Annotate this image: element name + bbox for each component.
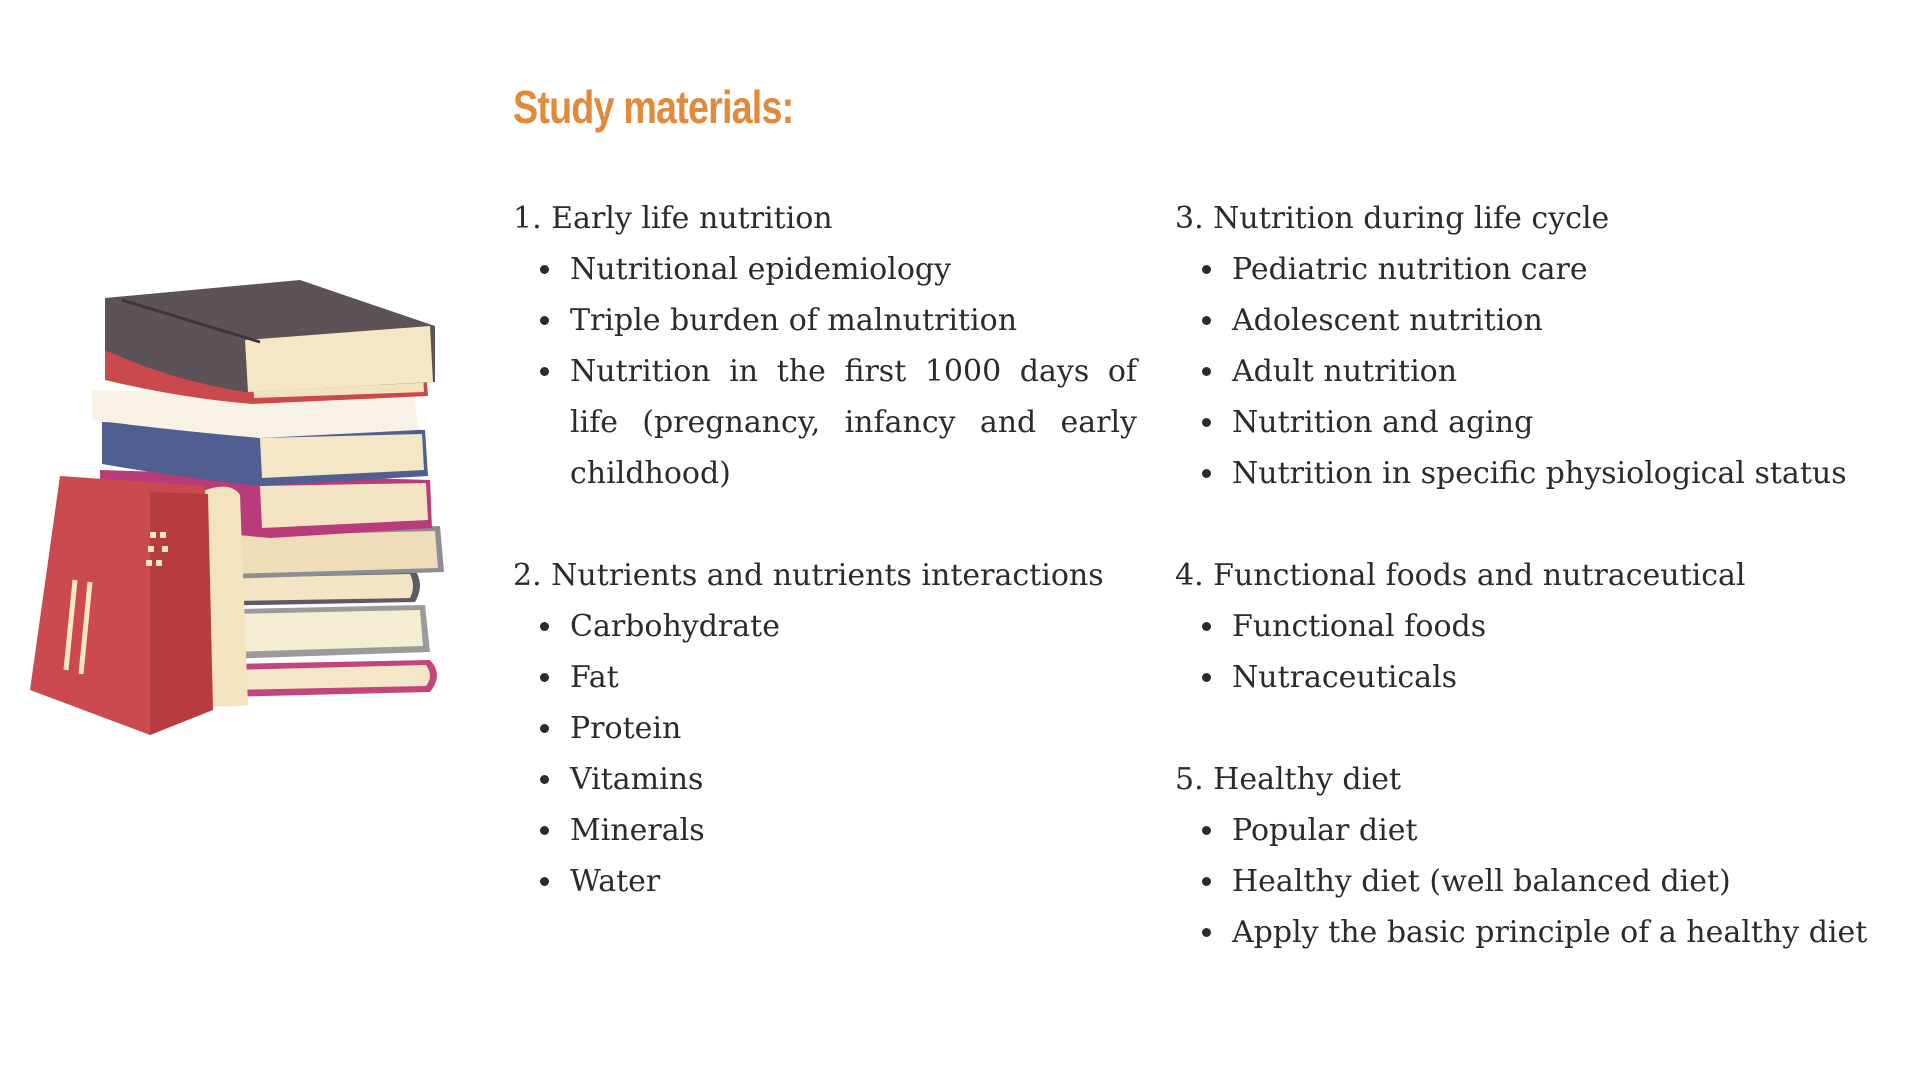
bullet-list [513, 244, 1137, 499]
list-item: Nutraceuticals [1175, 652, 1895, 703]
list-item: Fat [513, 652, 1137, 703]
list-item: Water [513, 856, 1137, 907]
section-early-life-nutrition [513, 193, 1137, 499]
list-item: Pediatric nutrition care [1175, 244, 1895, 295]
list-item: Triple burden of malnutrition [513, 295, 1137, 346]
list-item: Apply the basic principle of a healthy diet [1175, 907, 1895, 958]
list-item: Nutrition and aging [1175, 397, 1895, 448]
list-item: Adult nutrition [1175, 346, 1895, 397]
list-item: Nutritional epidemiology [513, 244, 1137, 295]
section-heading: 4. Functional foods and nutraceutical [1175, 558, 1746, 593]
list-item: Popular diet [1175, 805, 1895, 856]
list-item: Minerals [513, 805, 1137, 856]
bullet-list [1175, 805, 1895, 958]
left-column [513, 193, 1137, 958]
section-heading: 1. Early life nutrition [513, 201, 833, 236]
list-item: Carbohydrate [513, 601, 1137, 652]
list-item: Nutrition in the first 1000 days of life (pregnancy, infancy and early childhood) [513, 346, 1137, 499]
list-item: Vitamins [513, 754, 1137, 805]
section-heading: 5. Healthy diet [1175, 762, 1402, 797]
section-healthy-diet [1175, 754, 1895, 958]
list-item: Healthy diet (well balanced diet) [1175, 856, 1895, 907]
stack-of-books-icon [30, 280, 470, 740]
section-functional-foods [1175, 550, 1895, 703]
bullet-list [513, 601, 1137, 907]
section-heading: 3. Nutrition during life cycle [1175, 201, 1610, 236]
list-item: Nutrition in specific physiological status [1175, 448, 1895, 499]
section-life-cycle [1175, 193, 1895, 499]
section-heading: 2. Nutrients and nutrients interactions [513, 558, 1104, 593]
list-item: Functional foods [1175, 601, 1895, 652]
page-title: Study materials: [513, 81, 794, 133]
section-nutrients-interactions [513, 550, 1137, 907]
list-item: Protein [513, 703, 1137, 754]
right-column [1175, 193, 1895, 1009]
bullet-list [1175, 601, 1895, 703]
list-item: Adolescent nutrition [1175, 295, 1895, 346]
bullet-list [1175, 244, 1895, 499]
